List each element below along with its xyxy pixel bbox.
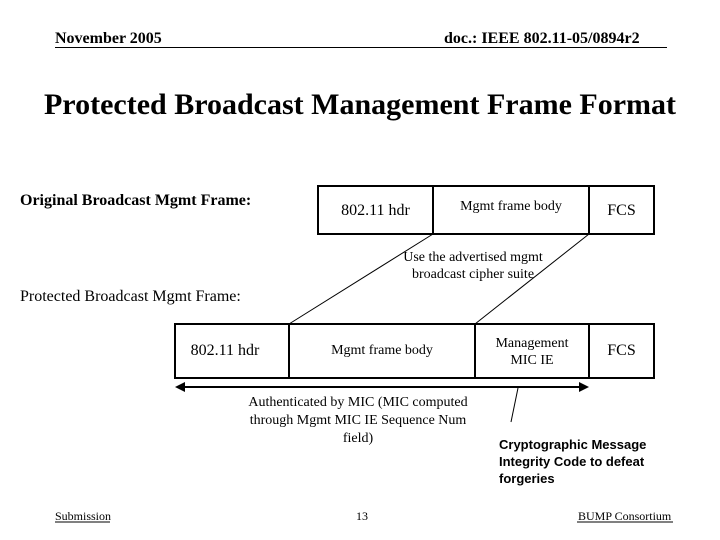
cipher-note-line-1: Use the advertised mgmt xyxy=(403,250,543,265)
mic-ie-line-1: Management xyxy=(495,336,569,351)
mic-callout-line xyxy=(511,388,518,422)
slide-title: Protected Broadcast Management Frame Format xyxy=(43,88,677,121)
protected-hdr-field: 802.11 hdr xyxy=(190,342,260,359)
mic-note-line-2: Integrity Code to defeat xyxy=(499,454,645,469)
cipher-suite-note xyxy=(388,249,558,283)
footer-consortium: BUMP Consortium xyxy=(578,509,672,523)
footer-page-number: 13 xyxy=(356,509,368,523)
mic-note xyxy=(499,436,699,487)
original-fcs-field: FCS xyxy=(607,202,636,219)
mic-note-line-1: Cryptographic Message xyxy=(499,437,647,452)
auth-note xyxy=(238,394,478,448)
auth-note-line-2: through Mgmt MIC IE Sequence Num xyxy=(249,413,467,428)
protected-frame-label: Protected Broadcast Mgmt Frame: xyxy=(20,288,241,305)
mic-note-line-3: forgeries xyxy=(499,471,555,486)
header-date: November 2005 xyxy=(55,30,162,47)
header-doc-id: doc.: IEEE 802.11-05/0894r2 xyxy=(444,30,640,47)
cipher-note-line-2: broadcast cipher suite xyxy=(411,267,535,282)
original-body-field: Mgmt frame body xyxy=(460,199,562,214)
original-hdr-field: 802.11 hdr xyxy=(341,202,410,219)
protected-body-field: Mgmt frame body xyxy=(331,343,433,358)
auth-note-line-3: field) xyxy=(342,431,374,446)
auth-note-line-1: Authenticated by MIC (MIC computed xyxy=(248,395,468,410)
auth-arrow-right-icon xyxy=(579,382,589,392)
original-frame-label: Original Broadcast Mgmt Frame: xyxy=(20,192,252,209)
footer-submission: Submission xyxy=(55,509,112,523)
auth-arrow-left-icon xyxy=(175,382,185,392)
mic-ie-line-2: MIC IE xyxy=(510,353,554,368)
protected-fcs-field: FCS xyxy=(607,342,636,359)
protected-mic-ie-field xyxy=(475,335,589,369)
